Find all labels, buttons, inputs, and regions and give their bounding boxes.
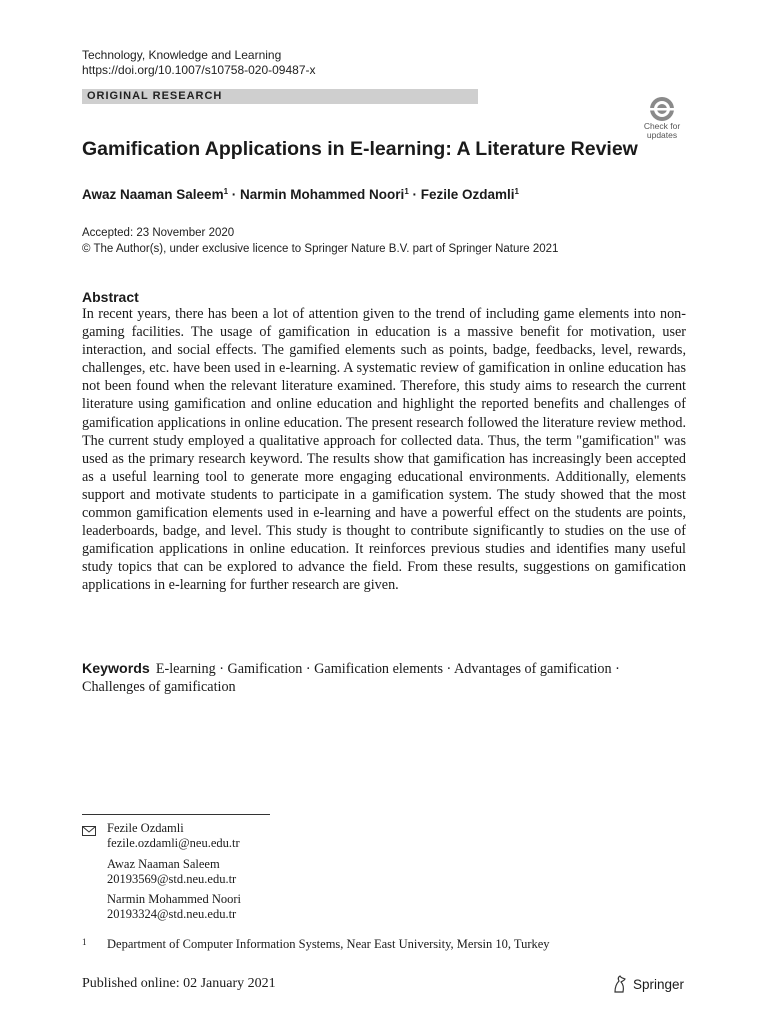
abstract-body: In recent years, there has been a lot of attention given to the trend of including game elements into non-gaming facilities. The usage of gamification in education is a massive benefit for motivation, user interaction, and social effects. The gamified elements such as points, badge, feedbacks, level, rewards, challenges, etc. have been used in e-learning. A systematic review of gamification in online education has not been found when the relevant literature examined. Therefore, this study aims to research the current literature using gamification and online education and highlight the reported benefits and challenges of gamification applications in online education. The present research followed the literature review method. The current study employed a qualitative approach for collected data. Thus, the term "gamification" was used as the primary research keyword. The results show that gamification has increasingly been accepted as a useful learning tool to generate more engaging educational environments. Additionally, elements support and motivate students to participate in a gamification system. The study showed that the most common gamification elements used in e-learning and have a powerful effect on the students are points, leaderboards, badge, and level. This study is thought to contribute significantly to studies on the use of gamification applications in online education. It reinforces previous studies and identifies many useful study topics that can be explored to advance the field. From these results, suggestions on gamification applications in e-learning for further research are given. <box>82 306 686 594</box>
contact-name: Narmin Mohammed Noori <box>107 892 242 906</box>
contact-entry <box>107 892 241 922</box>
author-affiliation-mark: 1 <box>223 187 229 196</box>
abstract-heading: Abstract <box>82 289 139 305</box>
author-name: Narmin Mohammed Noori <box>240 187 405 202</box>
author-separator: · <box>228 187 241 202</box>
envelope-icon <box>82 823 96 841</box>
check-for-label: Check for <box>643 121 681 131</box>
accepted-date: Accepted: 23 November 2020 <box>82 227 235 239</box>
footnote-divider <box>82 814 270 815</box>
publisher-name: Springer <box>633 976 685 992</box>
publisher-logo <box>612 975 684 993</box>
contact-email-link[interactable]: 20193569@std.neu.edu.tr <box>107 872 237 886</box>
copyright-notice: © The Author(s), under exclusive licence to Springer Nature B.V. part of Springer Nature 2021 <box>82 243 559 255</box>
check-for-updates-icon <box>645 96 679 122</box>
affiliation-mark: 1 <box>82 937 87 947</box>
paper-title: Gamification Applications in E-learning: A Literature Review <box>82 138 638 160</box>
section-label: ORIGINAL RESEARCH <box>82 89 478 104</box>
updates-label: updates <box>646 130 678 140</box>
contact-email-link[interactable]: fezile.ozdamli@neu.edu.tr <box>107 836 240 850</box>
author-affiliation-mark: 1 <box>514 187 519 196</box>
author-name: Fezile Ozdamli <box>420 187 515 202</box>
keywords-block <box>82 660 682 696</box>
check-for-updates-badge[interactable] <box>636 96 688 142</box>
journal-header <box>82 48 316 78</box>
publication-dates <box>82 225 558 257</box>
keywords-heading: Keywords <box>82 661 150 677</box>
journal-name: Technology, Knowledge and Learning <box>82 48 282 62</box>
author-name: Awaz Naaman Saleem <box>82 187 224 202</box>
contact-entry <box>107 857 236 887</box>
author-list <box>82 187 519 202</box>
keywords-list: E-learning · Gamification · Gamification elements · Advantages of gamification · Challenges of gamification <box>82 661 620 695</box>
springer-horse-icon <box>612 975 628 993</box>
published-online-date: Published online: 02 January 2021 <box>82 976 276 991</box>
contact-entry <box>107 821 240 851</box>
contact-name: Fezile Ozdamli <box>107 821 184 835</box>
journal-doi-link[interactable]: https://doi.org/10.1007/s10758-020-09487-x <box>82 63 316 77</box>
contact-email-link[interactable]: 20193324@std.neu.edu.tr <box>107 907 237 921</box>
contact-name: Awaz Naaman Saleem <box>107 857 220 871</box>
author-affiliation-mark: 1 <box>404 187 409 196</box>
author-separator: · <box>408 187 421 202</box>
affiliation-text: Department of Computer Information Systems, Near East University, Mersin 10, Turkey <box>107 937 550 951</box>
